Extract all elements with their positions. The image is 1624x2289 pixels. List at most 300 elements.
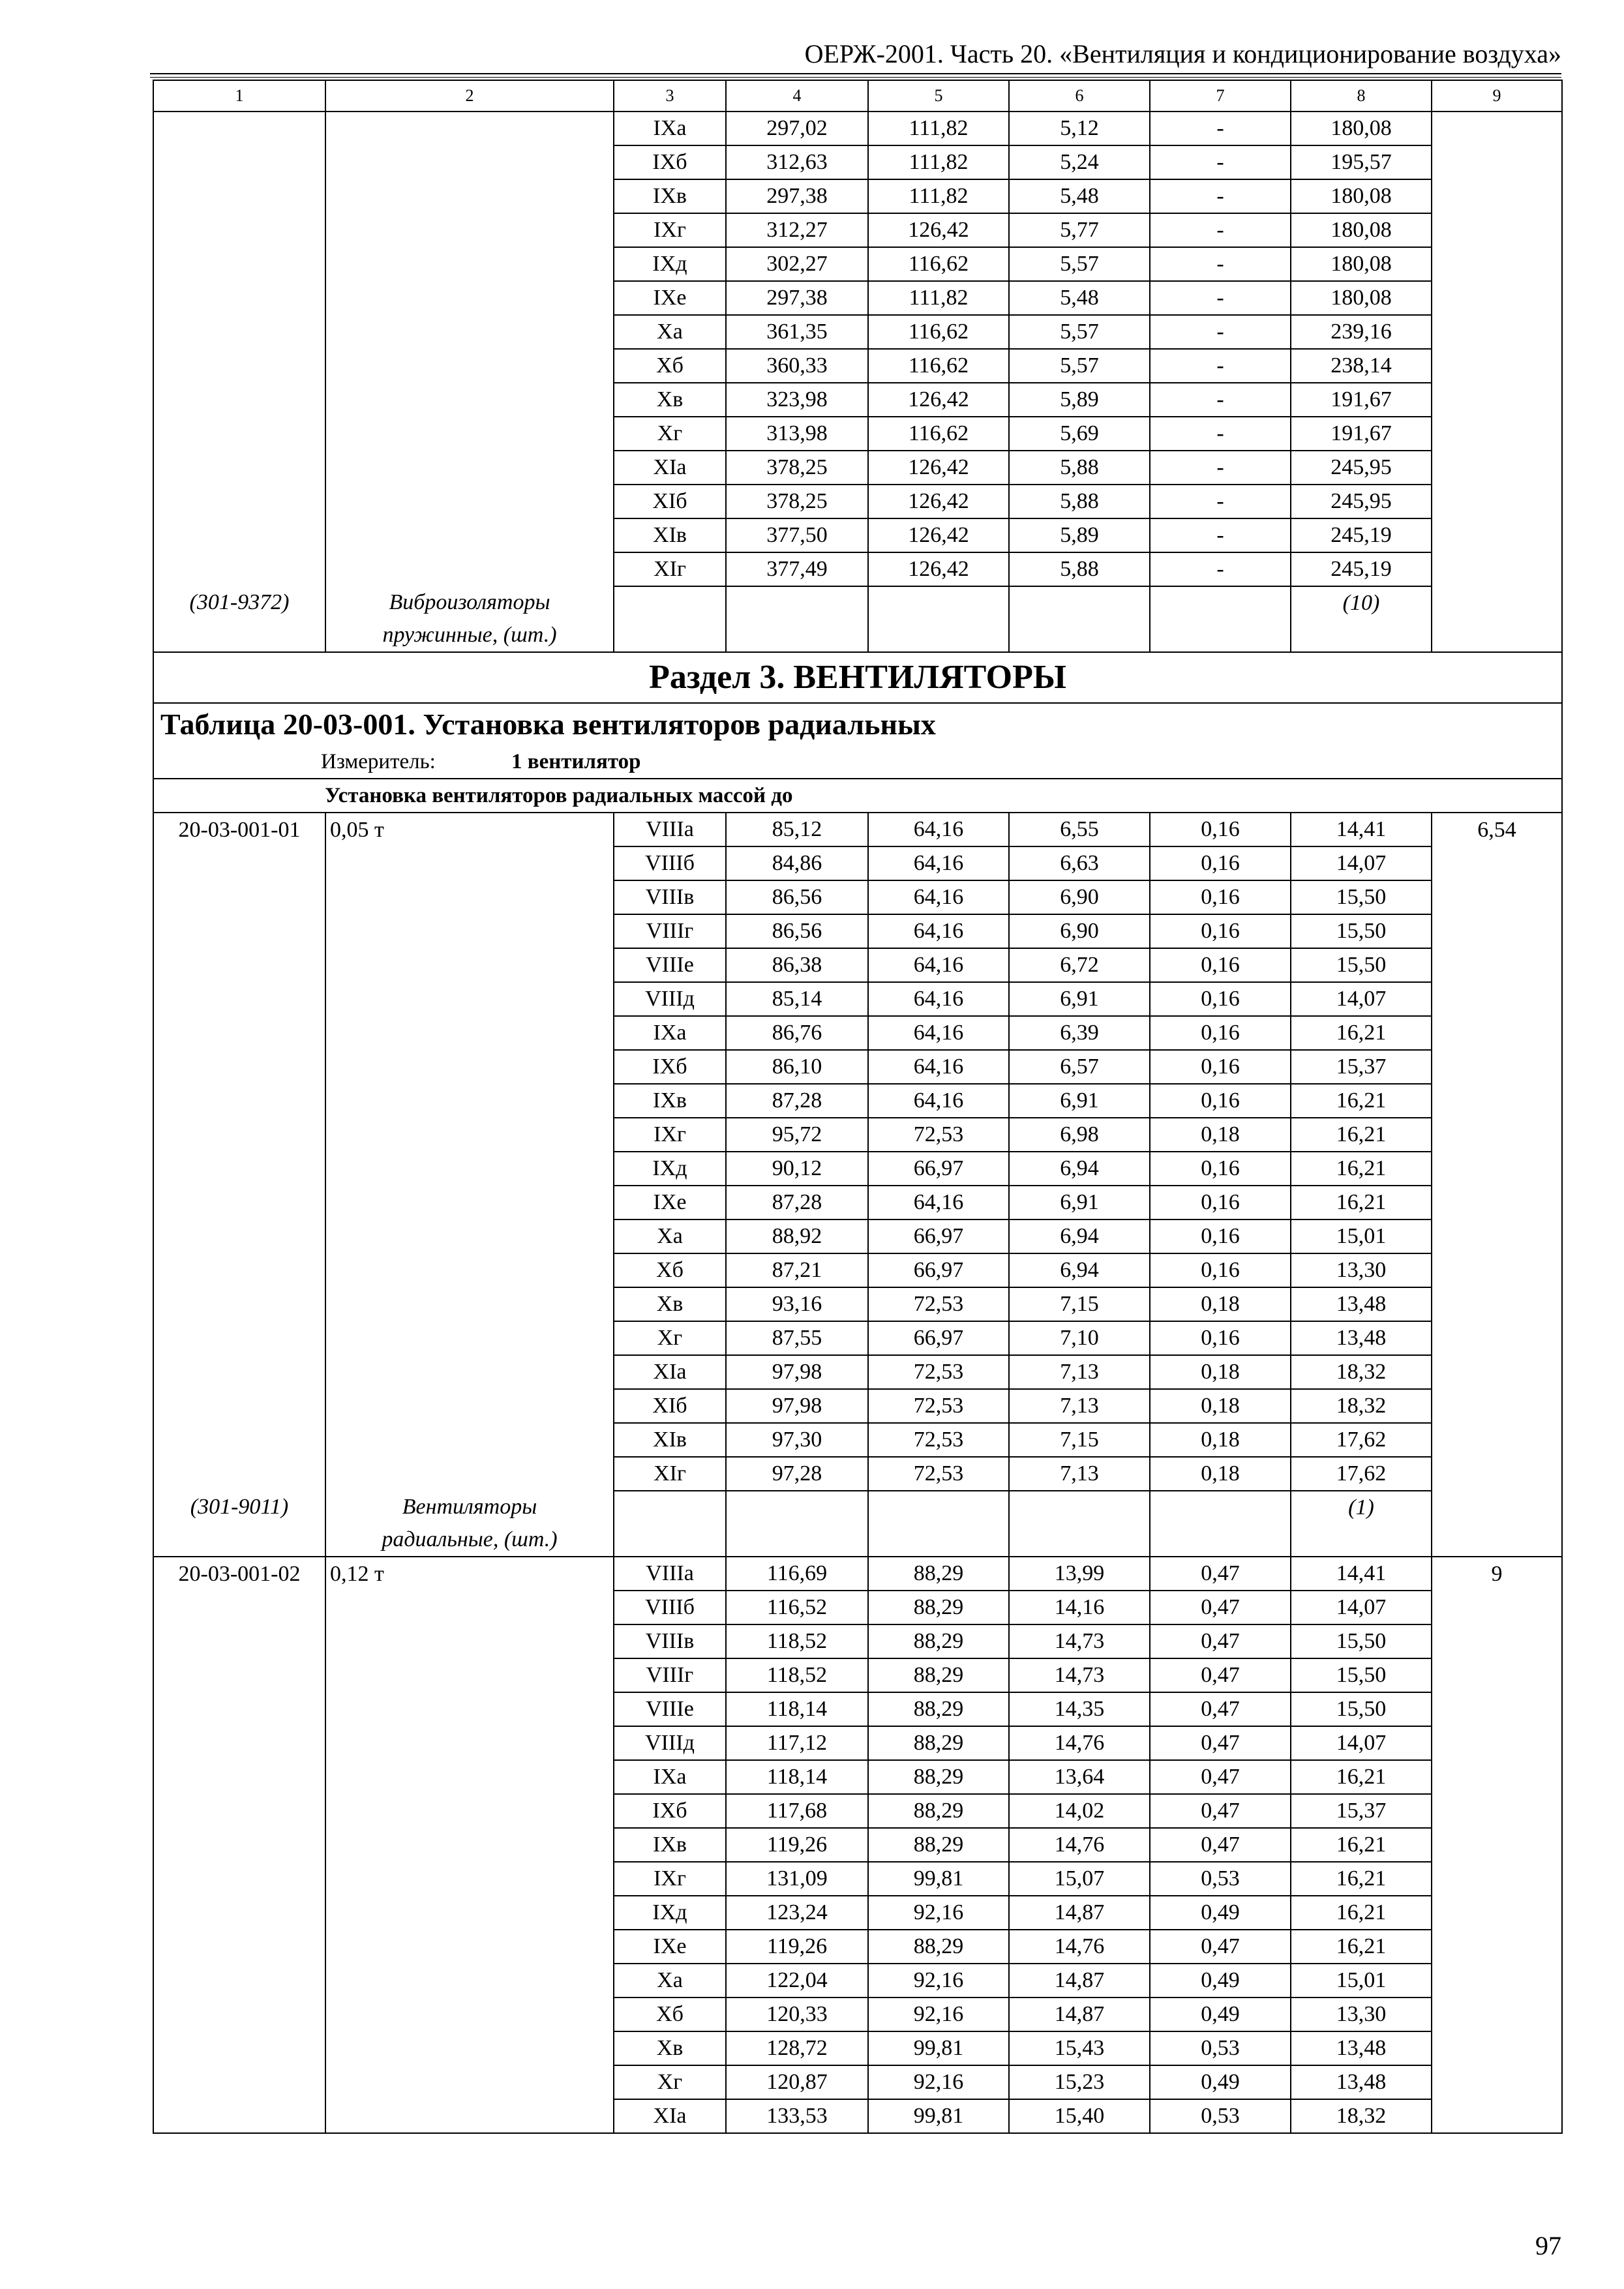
direct-costs-cell: 360,33 (726, 349, 868, 383)
item1-row (153, 1118, 1562, 1152)
operator-wages-cell: 0,18 (1150, 1423, 1291, 1457)
col9-cell (1432, 247, 1562, 281)
labor-wages-cell: 72,53 (868, 1457, 1009, 1491)
direct-costs-cell: 84,86 (726, 846, 868, 880)
item1-row (153, 982, 1562, 1016)
labor-wages-cell: 126,42 (868, 485, 1009, 518)
code-cell (153, 518, 325, 552)
col9-cell (1432, 1287, 1562, 1321)
zone-cell: Xг (614, 1321, 726, 1355)
code-cell (153, 1050, 325, 1084)
direct-costs-cell: 117,12 (726, 1726, 868, 1760)
item1-row (153, 1423, 1562, 1457)
direct-costs-cell: 87,21 (726, 1253, 868, 1287)
item2-row (153, 1930, 1562, 1964)
item2-row (153, 1591, 1562, 1624)
code-cell (153, 485, 325, 518)
machine-operation-cell: 6,94 (1009, 1253, 1150, 1287)
labor-wages-cell: 116,62 (868, 417, 1009, 451)
work-name-cell (325, 1016, 614, 1050)
direct-costs-cell: 377,50 (726, 518, 868, 552)
labor-wages-cell: 66,97 (868, 1321, 1009, 1355)
col9-cell (1432, 1389, 1562, 1423)
subheading-row (153, 779, 1562, 813)
work-name-cell (325, 417, 614, 451)
work-name-cell (325, 948, 614, 982)
measure-label: Измеритель: (321, 750, 436, 773)
cont-row (153, 383, 1562, 417)
machine-operation-cell: 5,12 (1009, 112, 1150, 145)
machine-operation-cell: 5,88 (1009, 451, 1150, 485)
operator-wages-cell: 0,47 (1150, 1760, 1291, 1794)
col9-cell (1432, 145, 1562, 179)
work-name-cell (325, 846, 614, 880)
operator-wages-cell: - (1150, 485, 1291, 518)
cont-row (153, 451, 1562, 485)
direct-costs-cell: 313,98 (726, 417, 868, 451)
code-cell (153, 1794, 325, 1828)
machine-operation-cell: 6,55 (1009, 813, 1150, 846)
item2-row (153, 2031, 1562, 2065)
operator-wages-cell: - (1150, 451, 1291, 485)
col9-cell (1432, 914, 1562, 948)
item2-row (153, 1760, 1562, 1794)
operator-wages-cell: - (1150, 315, 1291, 349)
work-name-cell (325, 281, 614, 315)
cont-row (153, 145, 1562, 179)
operator-wages-cell: 0,49 (1150, 1997, 1291, 2031)
work-name-cell (325, 1828, 614, 1862)
materials-cell: 245,95 (1291, 485, 1432, 518)
materials-cell: 238,14 (1291, 349, 1432, 383)
machine-operation-cell: 5,57 (1009, 315, 1150, 349)
zone-cell: IXе (614, 281, 726, 315)
labor-wages-cell: 64,16 (868, 948, 1009, 982)
direct-costs-cell: 90,12 (726, 1152, 868, 1186)
materials-cell: 16,21 (1291, 1016, 1432, 1050)
machine-operation-cell: 6,63 (1009, 846, 1150, 880)
operator-wages-cell: - (1150, 552, 1291, 586)
work-name-cell (325, 982, 614, 1016)
machine-operation-cell: 6,91 (1009, 1084, 1150, 1118)
resource-name (325, 586, 614, 652)
materials-cell: 15,50 (1291, 1624, 1432, 1658)
direct-costs-cell: 323,98 (726, 383, 868, 417)
col9-cell (1432, 2031, 1562, 2065)
operator-wages-cell: 0,16 (1150, 948, 1291, 982)
work-name-cell (325, 1355, 614, 1389)
zone-cell: IXб (614, 145, 726, 179)
machine-operation-cell: 14,87 (1009, 1997, 1150, 2031)
work-name-cell (325, 1591, 614, 1624)
col9-cell (1432, 1624, 1562, 1658)
code-cell (153, 880, 325, 914)
zone-cell: XIа (614, 2099, 726, 2133)
work-name-cell (325, 315, 614, 349)
materials-cell: 13,48 (1291, 2031, 1432, 2065)
work-name-cell (325, 485, 614, 518)
operator-wages-cell: 0,47 (1150, 1726, 1291, 1760)
item1-row (153, 846, 1562, 880)
zone-cell: IXг (614, 1118, 726, 1152)
section-title: Раздел 3. ВЕНТИЛЯТОРЫ (153, 652, 1562, 703)
direct-costs-cell: 297,02 (726, 112, 868, 145)
work-name-cell (325, 1219, 614, 1253)
materials-cell: 180,08 (1291, 281, 1432, 315)
cont-row (153, 349, 1562, 383)
machine-operation-cell: 5,88 (1009, 485, 1150, 518)
machine-operation-cell: 6,98 (1009, 1118, 1150, 1152)
zone-cell: XIг (614, 1457, 726, 1491)
table-title: Таблица 20-03-001. Установка вентиляторов радиальных (153, 703, 1562, 745)
work-name-cell (325, 1287, 614, 1321)
direct-costs-cell: 87,28 (726, 1084, 868, 1118)
labor-wages-cell: 88,29 (868, 1794, 1009, 1828)
operator-wages-cell: - (1150, 383, 1291, 417)
machine-operation-cell: 13,99 (1009, 1557, 1150, 1591)
item2-row (153, 2099, 1562, 2133)
labor-wages-cell: 111,82 (868, 281, 1009, 315)
labor-wages-cell: 72,53 (868, 1389, 1009, 1423)
resource-row (153, 1491, 1562, 1557)
col9-cell (1432, 1321, 1562, 1355)
zone-cell: VIIIг (614, 914, 726, 948)
labor-wages-cell: 88,29 (868, 1828, 1009, 1862)
code-cell (153, 1423, 325, 1457)
zone-cell: XIа (614, 451, 726, 485)
zone-cell: Xа (614, 1964, 726, 1997)
code-cell (153, 1997, 325, 2031)
operator-wages-cell: 0,16 (1150, 846, 1291, 880)
zone-cell: IXб (614, 1794, 726, 1828)
code-cell (153, 1760, 325, 1794)
direct-costs-cell: 93,16 (726, 1287, 868, 1321)
machine-operation-cell: 15,43 (1009, 2031, 1150, 2065)
work-name-cell (325, 1321, 614, 1355)
code-cell (153, 2065, 325, 2099)
machine-operation-cell: 5,77 (1009, 213, 1150, 247)
materials-cell: 245,19 (1291, 518, 1432, 552)
labor-wages-cell: 66,97 (868, 1219, 1009, 1253)
materials-cell: 18,32 (1291, 1355, 1432, 1389)
item2-row (153, 1624, 1562, 1658)
empty-cell (614, 1491, 726, 1557)
work-name-cell (325, 1896, 614, 1930)
table-title-row (153, 703, 1562, 745)
zone-cell: XIв (614, 518, 726, 552)
labor-wages-cell: 88,29 (868, 1624, 1009, 1658)
zone-cell: IXд (614, 247, 726, 281)
direct-costs-cell: 97,30 (726, 1423, 868, 1457)
work-name-cell (325, 1118, 614, 1152)
zone-cell: IXа (614, 112, 726, 145)
materials-cell: 18,32 (1291, 1389, 1432, 1423)
code-cell (153, 145, 325, 179)
materials-cell: 13,48 (1291, 1287, 1432, 1321)
materials-cell: 16,21 (1291, 1930, 1432, 1964)
labor-wages-cell: 66,97 (868, 1253, 1009, 1287)
item2-row (153, 1896, 1562, 1930)
header-rule (150, 73, 1561, 78)
operator-wages-cell: 0,49 (1150, 1896, 1291, 1930)
direct-costs-cell: 97,28 (726, 1457, 868, 1491)
work-name-cell: 0,12 т (325, 1557, 614, 1591)
work-name-cell (325, 349, 614, 383)
labor-wages-cell: 126,42 (868, 451, 1009, 485)
work-name-cell (325, 1389, 614, 1423)
labor-wages-cell: 126,42 (868, 518, 1009, 552)
labor-wages-cell: 126,42 (868, 383, 1009, 417)
work-name-cell (325, 383, 614, 417)
column-number: 4 (726, 80, 868, 112)
direct-costs-cell: 118,14 (726, 1692, 868, 1726)
work-name-cell (325, 1726, 614, 1760)
materials-cell: 13,48 (1291, 1321, 1432, 1355)
zone-cell: VIIIв (614, 880, 726, 914)
item2-row (153, 1862, 1562, 1896)
zone-cell: VIIIе (614, 948, 726, 982)
direct-costs-cell: 86,56 (726, 914, 868, 948)
item1-row (153, 948, 1562, 982)
code-cell (153, 1389, 325, 1423)
code-cell (153, 451, 325, 485)
work-name-cell (325, 451, 614, 485)
operator-wages-cell: - (1150, 213, 1291, 247)
zone-cell: VIIIе (614, 1692, 726, 1726)
page-header: ОЕРЖ-2001. Часть 20. «Вентиляция и кондиционирование воздуха» (804, 39, 1561, 68)
resource-code: (301-9372) (153, 586, 325, 652)
col9-cell (1432, 1253, 1562, 1287)
materials-cell: 16,21 (1291, 1084, 1432, 1118)
operator-wages-cell: - (1150, 518, 1291, 552)
labor-wages-cell: 111,82 (868, 145, 1009, 179)
zone-cell: Xб (614, 1997, 726, 2031)
materials-cell: 191,67 (1291, 417, 1432, 451)
col9-cell: 6,54 (1432, 813, 1562, 846)
work-name-cell (325, 2099, 614, 2133)
direct-costs-cell: 123,24 (726, 1896, 868, 1930)
col9-cell (1432, 281, 1562, 315)
direct-costs-cell: 378,25 (726, 485, 868, 518)
work-name-cell (325, 1624, 614, 1658)
code-cell (153, 315, 325, 349)
operator-wages-cell: 0,53 (1150, 1862, 1291, 1896)
col9-cell (1432, 1997, 1562, 2031)
machine-operation-cell: 6,57 (1009, 1050, 1150, 1084)
machine-operation-cell: 14,87 (1009, 1964, 1150, 1997)
machine-operation-cell: 6,72 (1009, 948, 1150, 982)
cont-row (153, 518, 1562, 552)
resource-code: (301-9011) (153, 1491, 325, 1557)
machine-operation-cell: 6,90 (1009, 880, 1150, 914)
col9-cell (1432, 1186, 1562, 1219)
direct-costs-cell: 85,14 (726, 982, 868, 1016)
col9-cell (1432, 1828, 1562, 1862)
operator-wages-cell: 0,16 (1150, 1152, 1291, 1186)
machine-operation-cell: 6,91 (1009, 982, 1150, 1016)
zone-cell: IXд (614, 1152, 726, 1186)
direct-costs-cell: 87,28 (726, 1186, 868, 1219)
materials-cell: 16,21 (1291, 1862, 1432, 1896)
machine-operation-cell: 15,40 (1009, 2099, 1150, 2133)
work-name-cell (325, 552, 614, 586)
cont-row (153, 281, 1562, 315)
direct-costs-cell: 118,52 (726, 1624, 868, 1658)
materials-cell: 239,16 (1291, 315, 1432, 349)
labor-wages-cell: 99,81 (868, 2099, 1009, 2133)
code-cell: 20-03-001-01 (153, 813, 325, 846)
direct-costs-cell: 302,27 (726, 247, 868, 281)
col9-cell (1432, 1016, 1562, 1050)
work-name-cell (325, 1997, 614, 2031)
zone-cell: IXг (614, 213, 726, 247)
materials-cell: 14,07 (1291, 846, 1432, 880)
materials-cell: 15,01 (1291, 1219, 1432, 1253)
code-cell (153, 982, 325, 1016)
machine-operation-cell: 5,24 (1009, 145, 1150, 179)
resource-name-line: радиальные, (шт.) (382, 1527, 558, 1551)
direct-costs-cell: 86,10 (726, 1050, 868, 1084)
empty-cell (1009, 1491, 1150, 1557)
empty-cell (1150, 1491, 1291, 1557)
col9-cell (1432, 2065, 1562, 2099)
item2-row (153, 1997, 1562, 2031)
zone-cell: Xв (614, 2031, 726, 2065)
code-cell (153, 1321, 325, 1355)
operator-wages-cell: 0,16 (1150, 1084, 1291, 1118)
operator-wages-cell: 0,18 (1150, 1389, 1291, 1423)
code-cell (153, 383, 325, 417)
cont-row (153, 417, 1562, 451)
labor-wages-cell: 64,16 (868, 1016, 1009, 1050)
work-name-cell: 0,05 т (325, 813, 614, 846)
materials-cell: 17,62 (1291, 1457, 1432, 1491)
col9-cell (1432, 213, 1562, 247)
zone-cell: Xг (614, 2065, 726, 2099)
measure-cell (153, 745, 1562, 779)
labor-wages-cell: 72,53 (868, 1355, 1009, 1389)
labor-wages-cell: 116,62 (868, 349, 1009, 383)
zone-cell: XIб (614, 1389, 726, 1423)
item1-row (153, 1355, 1562, 1389)
code-cell (153, 179, 325, 213)
col9-cell (1432, 315, 1562, 349)
machine-operation-cell: 5,89 (1009, 383, 1150, 417)
labor-wages-cell: 88,29 (868, 1760, 1009, 1794)
zone-cell: Xв (614, 383, 726, 417)
work-name-cell (325, 2031, 614, 2065)
operator-wages-cell: 0,18 (1150, 1355, 1291, 1389)
direct-costs-cell: 117,68 (726, 1794, 868, 1828)
operator-wages-cell: 0,47 (1150, 1828, 1291, 1862)
column-number: 6 (1009, 80, 1150, 112)
resource-name-line: Вентиляторы (402, 1495, 537, 1519)
materials-cell: 180,08 (1291, 112, 1432, 145)
operator-wages-cell: 0,49 (1150, 1964, 1291, 1997)
rates-table (153, 80, 1563, 2134)
direct-costs-cell: 97,98 (726, 1389, 868, 1423)
col9-cell (1432, 1050, 1562, 1084)
materials-cell: 13,30 (1291, 1253, 1432, 1287)
machine-operation-cell: 14,87 (1009, 1896, 1150, 1930)
col9-cell (1432, 1491, 1562, 1557)
code-cell: 20-03-001-02 (153, 1557, 325, 1591)
operator-wages-cell: - (1150, 145, 1291, 179)
col9-cell (1432, 880, 1562, 914)
code-cell (153, 1253, 325, 1287)
operator-wages-cell: 0,16 (1150, 1321, 1291, 1355)
column-numbers-row (153, 80, 1562, 112)
labor-wages-cell: 92,16 (868, 1997, 1009, 2031)
machine-operation-cell: 14,16 (1009, 1591, 1150, 1624)
code-cell (153, 349, 325, 383)
machine-operation-cell: 15,07 (1009, 1862, 1150, 1896)
zone-cell: IXв (614, 1828, 726, 1862)
direct-costs-cell: 85,12 (726, 813, 868, 846)
labor-wages-cell: 88,29 (868, 1591, 1009, 1624)
item2-row (153, 1692, 1562, 1726)
col9-cell (1432, 982, 1562, 1016)
cont-row (153, 315, 1562, 349)
direct-costs-cell: 97,98 (726, 1355, 868, 1389)
subheading: Установка вентиляторов радиальных массой до (153, 779, 1562, 813)
work-name-cell (325, 1253, 614, 1287)
operator-wages-cell: - (1150, 281, 1291, 315)
labor-wages-cell: 64,16 (868, 1186, 1009, 1219)
item1-row (153, 1084, 1562, 1118)
materials-cell: 16,21 (1291, 1896, 1432, 1930)
col9-cell (1432, 1423, 1562, 1457)
materials-cell: 14,41 (1291, 813, 1432, 846)
code-cell (153, 948, 325, 982)
code-cell (153, 914, 325, 948)
materials-cell: 15,50 (1291, 914, 1432, 948)
col9-cell (1432, 179, 1562, 213)
item2-row (153, 1658, 1562, 1692)
code-cell (153, 1658, 325, 1692)
code-cell (153, 1118, 325, 1152)
col9-cell (1432, 1591, 1562, 1624)
item1-row (153, 1219, 1562, 1253)
work-name-cell (325, 1050, 614, 1084)
zone-cell: Xа (614, 1219, 726, 1253)
zone-cell: VIIIб (614, 846, 726, 880)
col9-cell (1432, 846, 1562, 880)
work-name-cell (325, 179, 614, 213)
item1-row (153, 1253, 1562, 1287)
direct-costs-cell: 128,72 (726, 2031, 868, 2065)
materials-cell: 16,21 (1291, 1152, 1432, 1186)
item1-row (153, 1050, 1562, 1084)
materials-cell: 16,21 (1291, 1828, 1432, 1862)
zone-cell: VIIIб (614, 1591, 726, 1624)
cont-row (153, 179, 1562, 213)
direct-costs-cell: 297,38 (726, 179, 868, 213)
code-cell (153, 1896, 325, 1930)
code-cell (153, 247, 325, 281)
machine-operation-cell: 13,64 (1009, 1760, 1150, 1794)
zone-cell: Xг (614, 417, 726, 451)
col9-cell (1432, 1457, 1562, 1491)
materials-cell: 15,50 (1291, 880, 1432, 914)
resource-row (153, 586, 1562, 652)
column-number: 5 (868, 80, 1009, 112)
resource-qty: (1) (1291, 1491, 1432, 1557)
code-cell (153, 1219, 325, 1253)
machine-operation-cell: 7,15 (1009, 1287, 1150, 1321)
code-cell (153, 846, 325, 880)
materials-cell: 17,62 (1291, 1423, 1432, 1457)
